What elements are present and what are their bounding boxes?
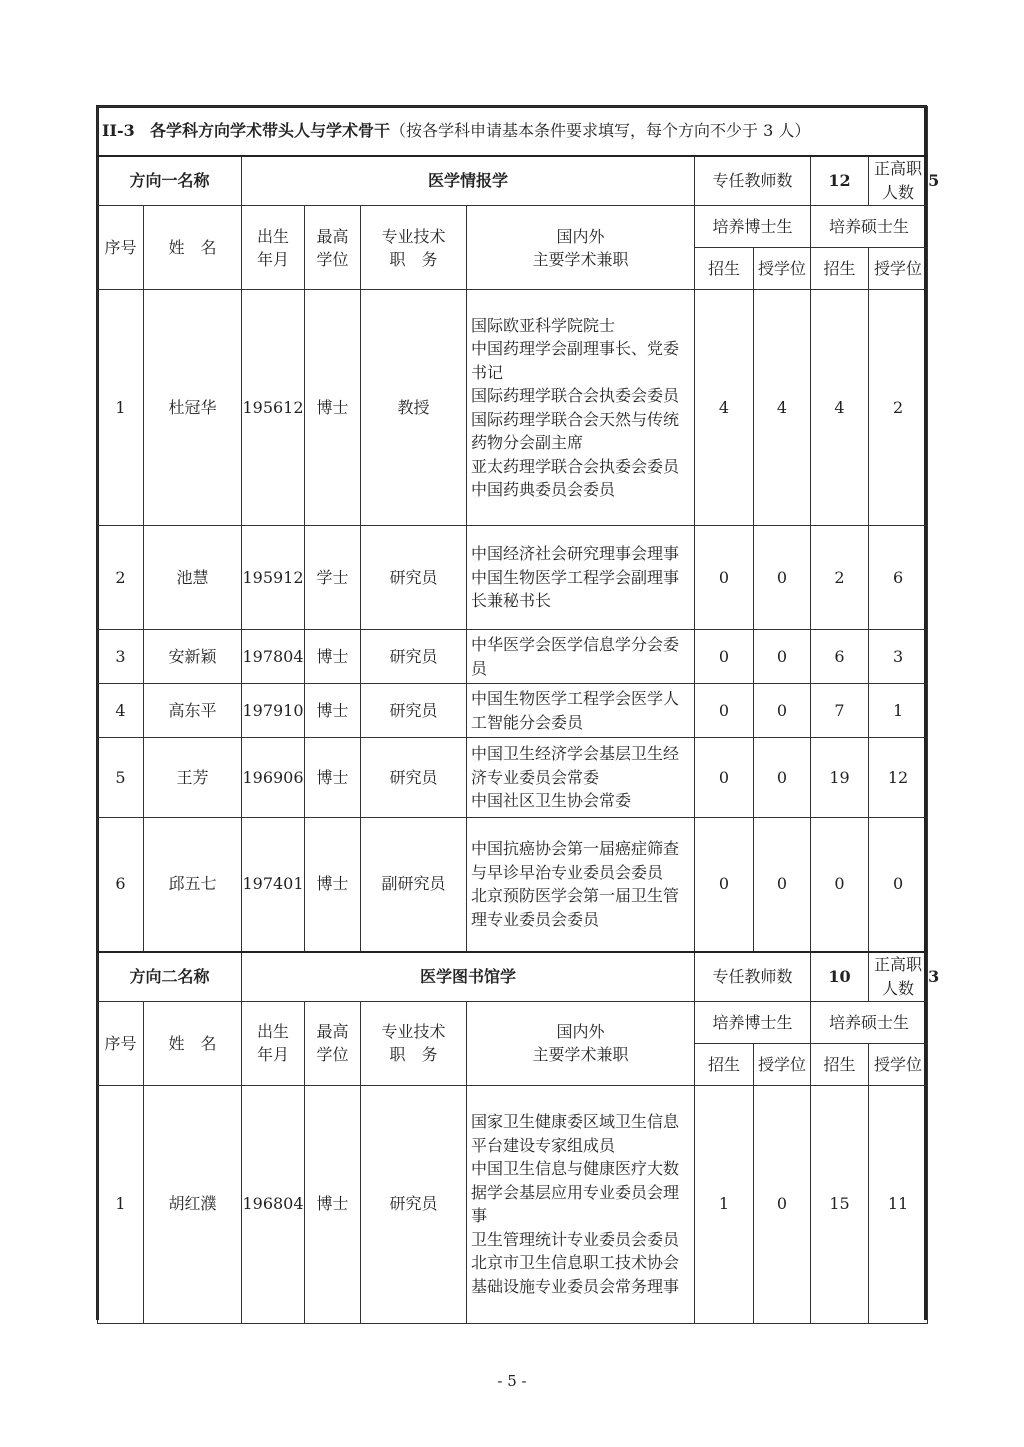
direction-header-row: 方向一名称 医学情报学 专任教师数 12 正高职人数 5 [98, 156, 928, 206]
cell-ms-grant: 3 [869, 630, 928, 684]
cell-seq: 2 [98, 526, 144, 630]
header-title [361, 1001, 467, 1085]
faculty-count: 10 [811, 952, 869, 1002]
header-seq: 序号 [98, 206, 144, 290]
section-title-row [98, 107, 928, 157]
cell-seq: 1 [98, 1085, 144, 1323]
faculty-count: 12 [811, 156, 869, 206]
cell-title: 研究员 [361, 684, 467, 738]
header-duties [467, 206, 695, 290]
direction-label: 方向一名称 [98, 156, 242, 206]
table-row [98, 526, 928, 630]
cell-phd-enroll: 4 [695, 290, 754, 526]
table-row [98, 1085, 928, 1323]
cell-title: 研究员 [361, 1085, 467, 1323]
cell-phd-grant: 4 [754, 290, 811, 526]
cell-name: 王芳 [144, 738, 242, 818]
senior-label: 正高职人数 [869, 156, 928, 206]
cell-title: 教授 [361, 290, 467, 526]
cell-degree: 学士 [305, 526, 361, 630]
header-phd-enroll: 招生 [695, 1043, 754, 1085]
cell-birth: 197401 [242, 818, 305, 952]
faculty-table [97, 106, 940, 1324]
duty-item: 国际欧亚科学院院士 [471, 315, 616, 335]
cell-name: 高东平 [144, 684, 242, 738]
duty-item: 国家卫生健康委区域卫生信息平台建设专家组成员 [471, 1112, 680, 1155]
header-phd-grant: 授学位 [754, 1043, 811, 1085]
header-phd: 培养博士生 [695, 1001, 811, 1043]
cell-phd-enroll: 0 [695, 526, 754, 630]
cell-ms-grant: 1 [869, 684, 928, 738]
cell-seq: 6 [98, 818, 144, 952]
header-birth-text: 出生 年月 [256, 1022, 289, 1064]
document-sheet [97, 106, 940, 1324]
cell-birth: 197910 [242, 684, 305, 738]
duty-item: 中华医学会医学信息学分会委员 [471, 635, 680, 678]
cell-seq: 1 [98, 290, 144, 526]
section-heading: 各学科方向学术带头人与学术骨干 [150, 121, 391, 140]
header-title [361, 206, 467, 290]
cell-phd-grant: 0 [754, 684, 811, 738]
table-row [98, 738, 928, 818]
page-number: - 5 - [497, 1372, 527, 1390]
cell-degree: 博士 [305, 818, 361, 952]
cell-degree: 博士 [305, 684, 361, 738]
header-ms-enroll: 招生 [811, 248, 869, 290]
cell-seq: 4 [98, 684, 144, 738]
cell-ms-grant: 2 [869, 290, 928, 526]
cell-birth: 196804 [242, 1085, 305, 1323]
column-header-row [98, 1001, 928, 1043]
cell-title: 研究员 [361, 630, 467, 684]
header-master: 培养硕士生 [811, 206, 928, 248]
cell-duties [467, 630, 695, 684]
duty-item: 国际药理学联合会天然与传统药物分会副主席 [471, 409, 680, 452]
header-duties-text: 国内外 主要学术兼职 [532, 1022, 629, 1064]
cell-name: 杜冠华 [144, 290, 242, 526]
column-header-row [98, 206, 928, 248]
cell-seq: 3 [98, 630, 144, 684]
cell-name: 邱五七 [144, 818, 242, 952]
header-phd-enroll: 招生 [695, 248, 754, 290]
senior-label: 正高职人数 [869, 952, 928, 1002]
header-name: 姓 名 [144, 206, 242, 290]
cell-duties [467, 818, 695, 952]
table-row [98, 818, 928, 952]
cell-duties [467, 1085, 695, 1323]
cell-ms-grant: 6 [869, 526, 928, 630]
faculty-label: 专任教师数 [695, 952, 811, 1002]
duty-item: 中国药典委员会委员 [471, 480, 616, 499]
header-degree [305, 1001, 361, 1085]
cell-duties [467, 738, 695, 818]
duty-item: 中国社区卫生协会常委 [471, 791, 632, 811]
duty-item: 中国经济社会研究理事会理事 [471, 544, 680, 564]
duty-item: 中国生物医学工程学会医学人工智能分会委员 [471, 689, 680, 732]
direction-name: 医学情报学 [242, 156, 695, 206]
cell-phd-enroll: 1 [695, 1085, 754, 1323]
table-row [98, 684, 928, 738]
header-duties [467, 1001, 695, 1085]
cell-duties [467, 290, 695, 526]
table-row [98, 630, 928, 684]
cell-degree: 博士 [305, 630, 361, 684]
cell-duties [467, 684, 695, 738]
cell-phd-enroll: 0 [695, 818, 754, 952]
header-seq: 序号 [98, 1001, 144, 1085]
cell-phd-enroll: 0 [695, 684, 754, 738]
cell-ms-enroll: 4 [811, 290, 869, 526]
duty-item: 亚太药理学联合会执委会委员 [471, 456, 680, 476]
cell-birth: 195912 [242, 526, 305, 630]
header-degree [305, 206, 361, 290]
duty-item: 中国药理学会副理事长、党委书记 [471, 339, 680, 382]
cell-ms-grant: 11 [869, 1085, 928, 1323]
duty-item: 中国抗癌协会第一届癌症筛查与早诊早治专业委员会委员 [471, 839, 680, 882]
cell-duties [467, 526, 695, 630]
cell-ms-enroll: 7 [811, 684, 869, 738]
cell-phd-grant: 0 [754, 738, 811, 818]
header-phd-grant: 授学位 [754, 248, 811, 290]
cell-ms-grant: 12 [869, 738, 928, 818]
cell-phd-grant: 0 [754, 818, 811, 952]
cell-phd-grant: 0 [754, 1085, 811, 1323]
cell-seq: 5 [98, 738, 144, 818]
cell-degree: 博士 [305, 1085, 361, 1323]
cell-phd-grant: 0 [754, 630, 811, 684]
header-ms-enroll: 招生 [811, 1043, 869, 1085]
cell-ms-enroll: 2 [811, 526, 869, 630]
section-title [98, 107, 928, 157]
header-birth-text: 出生 年月 [256, 226, 289, 269]
cell-title: 副研究员 [361, 818, 467, 952]
cell-birth: 197804 [242, 630, 305, 684]
cell-phd-enroll: 0 [695, 738, 754, 818]
duty-item: 北京预防医学会第一届卫生管理专业委员会委员 [471, 886, 680, 929]
cell-degree: 博士 [305, 290, 361, 526]
header-ms-grant: 授学位 [869, 248, 928, 290]
cell-ms-enroll: 19 [811, 738, 869, 818]
cell-birth: 195612 [242, 290, 305, 526]
cell-birth: 196906 [242, 738, 305, 818]
cell-name: 安新颖 [144, 630, 242, 684]
header-degree-text: 最高 学位 [316, 1022, 349, 1064]
header-ms-grant: 授学位 [869, 1043, 928, 1085]
header-name: 姓 名 [144, 1001, 242, 1085]
direction-header-row: 方向二名称 医学图书馆学 专任教师数 10 正高职人数 3 [98, 952, 928, 1002]
duty-item: 北京市卫生信息职工技术协会基础设施专业委员会常务理事 [471, 1253, 680, 1296]
cell-ms-enroll: 6 [811, 630, 869, 684]
duty-item: 中国生物医学工程学会副理事长兼秘书长 [471, 567, 680, 611]
section-code: II-3 [102, 121, 135, 140]
duty-item: 中国卫生经济学会基层卫生经济专业委员会常委 [471, 744, 680, 787]
cell-ms-enroll: 0 [811, 818, 869, 952]
cell-name: 池慧 [144, 526, 242, 630]
section-note: （按各学科申请基本条件要求填写，每个方向不少于 3 人） [390, 121, 811, 140]
cell-name: 胡红濮 [144, 1085, 242, 1323]
header-birth [242, 206, 305, 290]
cell-ms-grant: 0 [869, 818, 928, 952]
faculty-label: 专任教师数 [695, 156, 811, 206]
header-title-text: 专业技术 职 务 [381, 226, 446, 269]
duty-item: 中国卫生信息与健康医疗大数据学会基层应用专业委员会理事 [471, 1159, 680, 1225]
cell-title: 研究员 [361, 738, 467, 818]
header-phd: 培养博士生 [695, 206, 811, 248]
cell-phd-enroll: 0 [695, 630, 754, 684]
cell-phd-grant: 0 [754, 526, 811, 630]
header-title-text: 专业技术 职 务 [381, 1022, 446, 1064]
table-row [98, 290, 928, 526]
duty-item: 国际药理学联合会执委会委员 [471, 386, 680, 405]
cell-title: 研究员 [361, 526, 467, 630]
cell-ms-enroll: 15 [811, 1085, 869, 1323]
duty-item: 卫生管理统计专业委员会委员 [471, 1229, 680, 1249]
direction-label: 方向二名称 [98, 952, 242, 1002]
header-master: 培养硕士生 [811, 1001, 928, 1043]
header-duties-text: 国内外 主要学术兼职 [532, 226, 629, 269]
direction-name: 医学图书馆学 [242, 952, 695, 1002]
header-degree-text: 最高 学位 [316, 226, 349, 269]
cell-degree: 博士 [305, 738, 361, 818]
header-birth [242, 1001, 305, 1085]
